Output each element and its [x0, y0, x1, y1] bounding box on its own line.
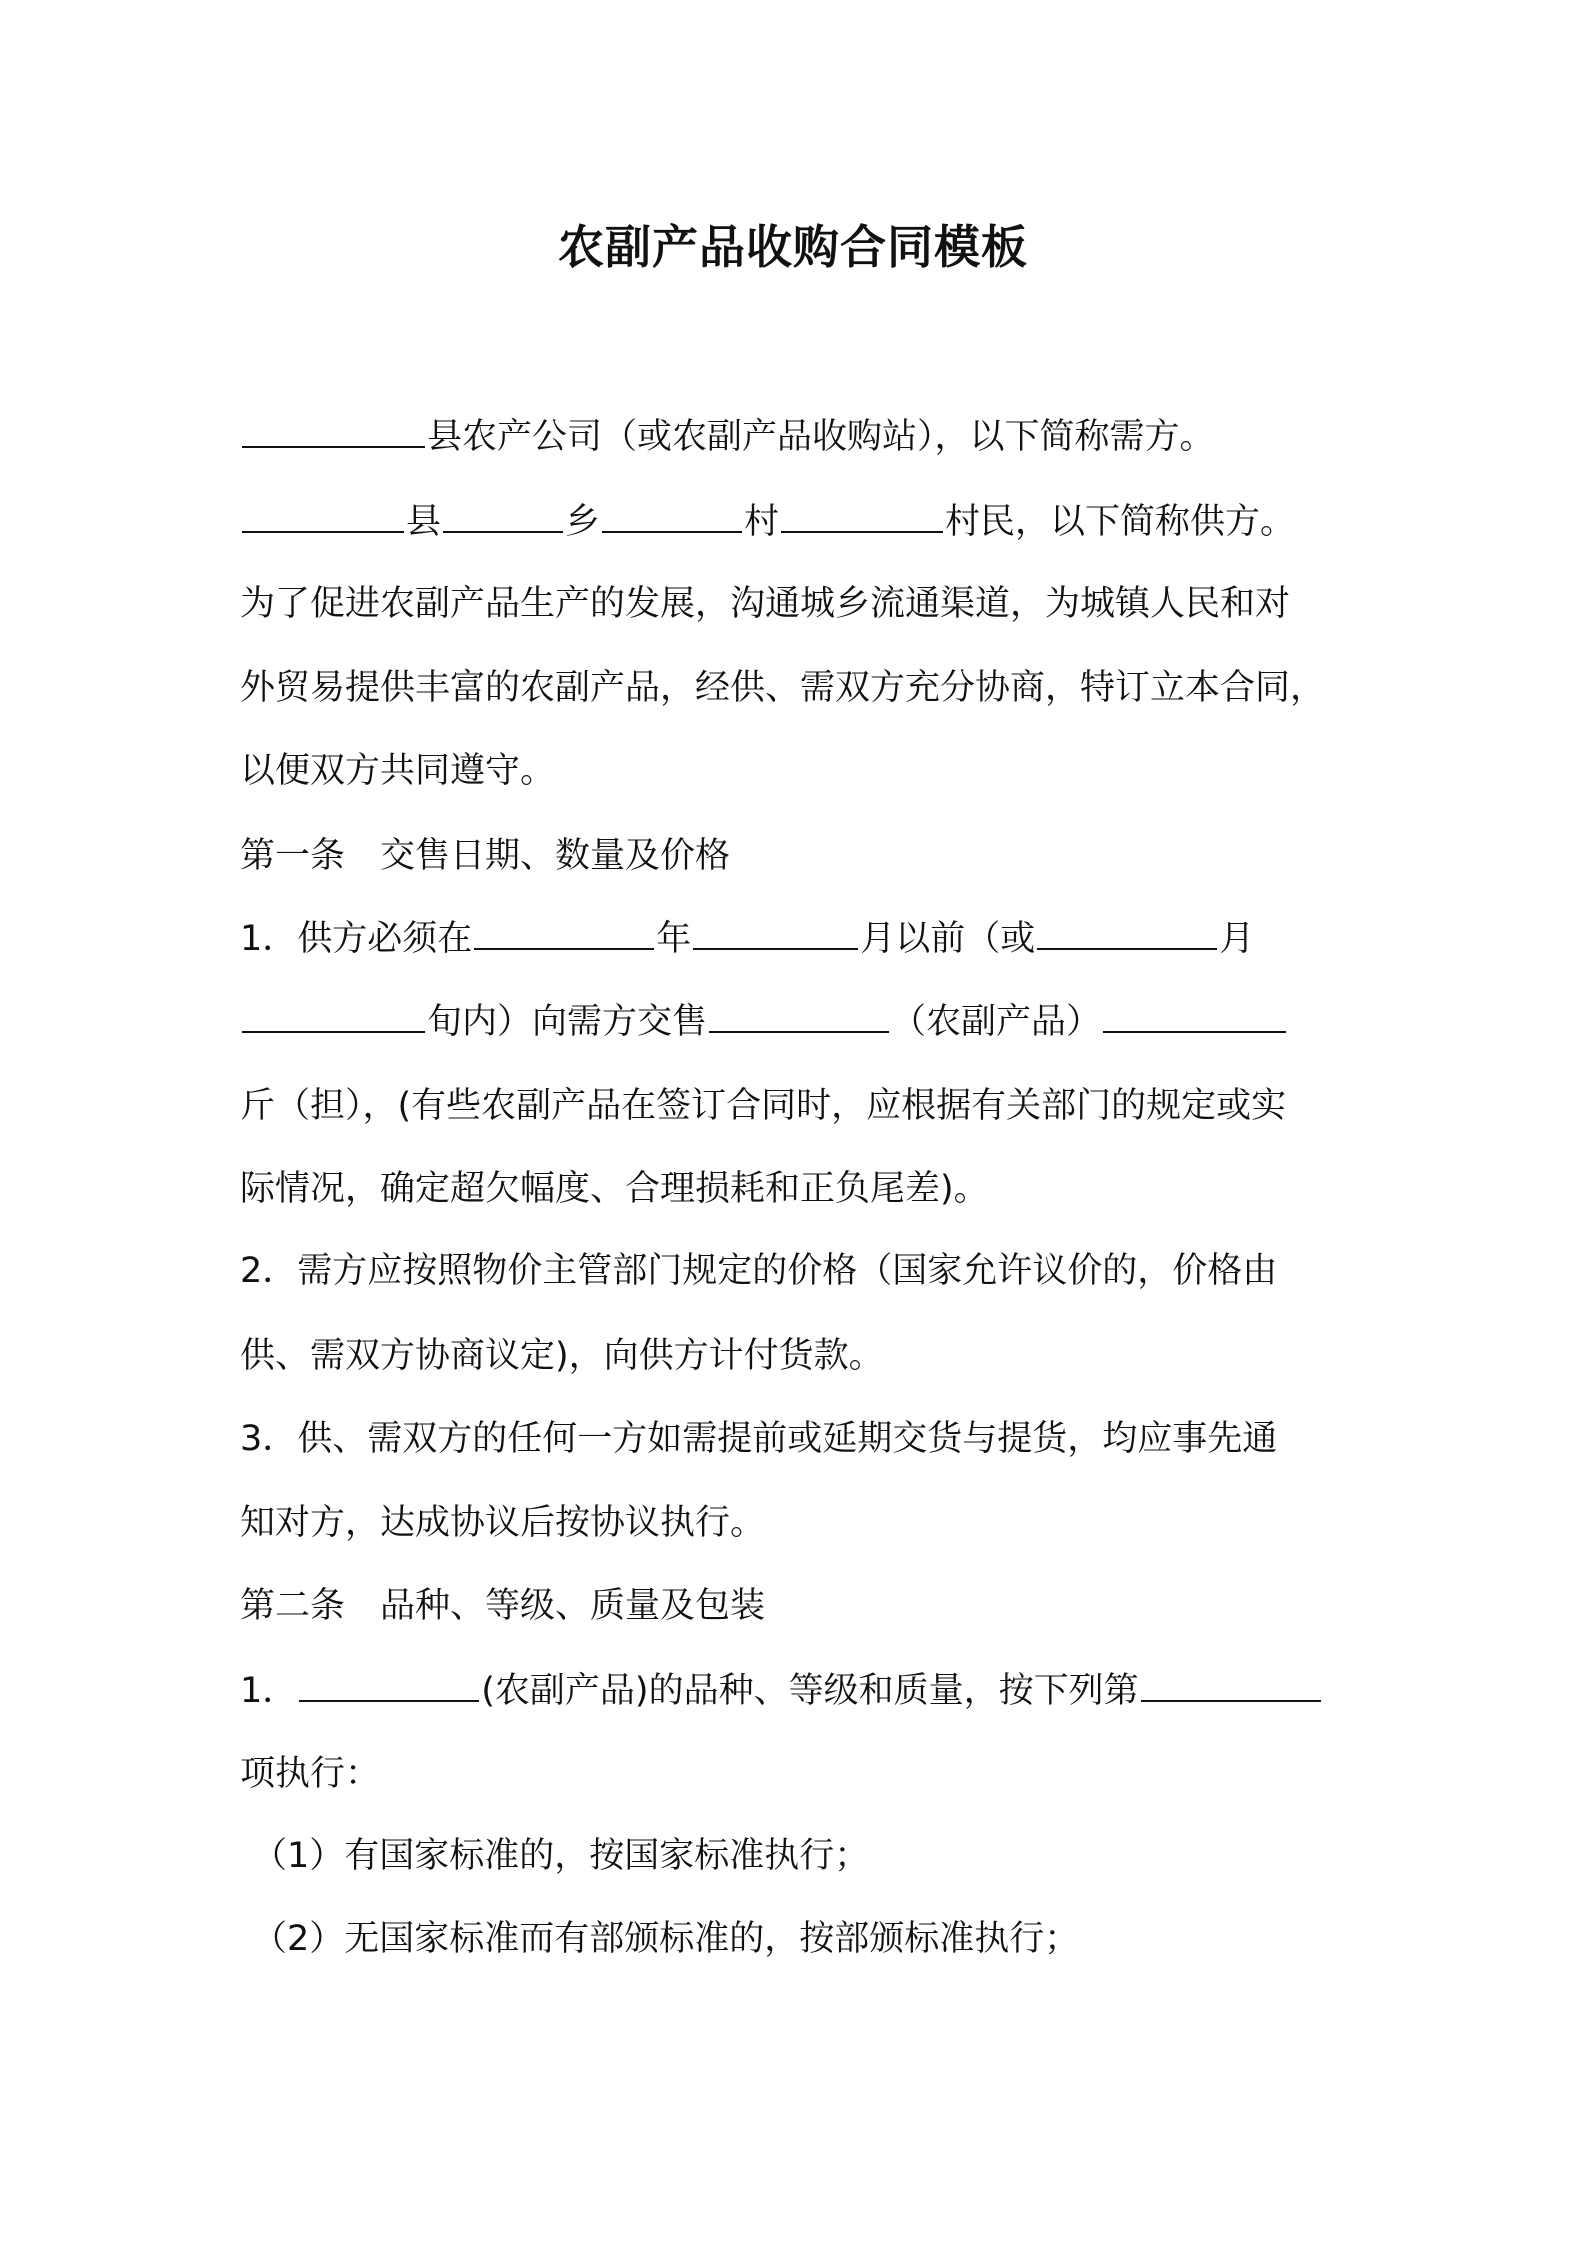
- line-text: 3．供、需双方的任何一方如需提前或延期交货与提货，均应事先通: [240, 1419, 1278, 1459]
- line-text: 县农产公司（或农副产品收购站），以下简称需方。: [427, 417, 1215, 457]
- line-text: 第二条 品种、等级、质量及包装: [240, 1586, 766, 1626]
- text-line: [240, 578, 1360, 630]
- line-text: 月以前（或: [860, 919, 1036, 959]
- text-line: [240, 745, 1360, 797]
- text-line: [240, 830, 1360, 882]
- text-line: [240, 1748, 1360, 1800]
- line-text: 为了促进农副产品生产的发展，沟通城乡流通渠道，为城镇人民和对: [240, 584, 1291, 624]
- text-line: [240, 995, 1360, 1048]
- fill-in-blank[interactable]: [474, 912, 654, 950]
- line-text: 年: [656, 919, 692, 959]
- line-text: 月: [1219, 919, 1255, 959]
- line-text: 知对方，达成协议后按协议执行。: [240, 1503, 766, 1543]
- line-text: 1．供方必须在: [240, 919, 473, 959]
- line-text: 旬内）向需方交售: [427, 1002, 708, 1042]
- text-line: [240, 1580, 1360, 1632]
- line-text: 村民，以下简称供方。: [945, 502, 1296, 542]
- text-line: [240, 1413, 1360, 1465]
- line-text: （2）无国家标准而有部颁标准的，按部颁标准执行；: [252, 1919, 1080, 1959]
- fill-in-blank[interactable]: [242, 495, 404, 533]
- text-line: [240, 1080, 1360, 1132]
- text-line: [240, 1245, 1360, 1297]
- fill-in-blank[interactable]: [242, 995, 425, 1033]
- fill-in-blank[interactable]: [1141, 1664, 1321, 1702]
- text-line: [240, 410, 1360, 463]
- fill-in-blank[interactable]: [602, 495, 742, 533]
- line-text: 项执行：: [240, 1754, 381, 1794]
- text-line: [252, 1913, 1372, 1965]
- line-text: 2．需方应按照物价主管部门规定的价格（国家允许议价的，价格由: [240, 1251, 1278, 1291]
- line-text: 斤（担），(有些农副产品在签订合同时，应根据有关部门的规定或实: [240, 1086, 1287, 1126]
- line-text: 1．: [240, 1671, 298, 1711]
- line-text: 供、需双方协商议定)，向供方计付货款。: [240, 1336, 884, 1376]
- fill-in-blank[interactable]: [299, 1664, 479, 1702]
- line-text: 县: [406, 502, 442, 542]
- fill-in-blank[interactable]: [1037, 912, 1217, 950]
- fill-in-blank[interactable]: [709, 995, 889, 1033]
- line-text: （农副产品）: [891, 1002, 1102, 1042]
- line-text: 以便双方共同遵守。: [240, 751, 556, 791]
- page-title: 农副产品收购合同模板: [558, 220, 1028, 274]
- line-text: 村: [744, 502, 780, 542]
- text-line: [240, 662, 1360, 714]
- text-line: [240, 1163, 1360, 1215]
- text-line: [252, 1830, 1372, 1882]
- fill-in-blank[interactable]: [242, 410, 425, 448]
- text-line: [240, 1664, 1360, 1717]
- fill-in-blank[interactable]: [693, 912, 858, 950]
- text-line: [240, 495, 1360, 548]
- line-text: (农副产品)的品种、等级和质量，按下列第: [481, 1671, 1139, 1711]
- text-line: [240, 1330, 1360, 1382]
- line-text: 第一条 交售日期、数量及价格: [240, 836, 731, 876]
- line-text: 乡: [565, 502, 601, 542]
- text-line: [240, 912, 1360, 965]
- line-text: 外贸易提供丰富的农副产品，经供、需双方充分协商，特订立本合同，: [240, 668, 1326, 708]
- line-text: （1）有国家标准的，按国家标准执行；: [252, 1836, 870, 1876]
- fill-in-blank[interactable]: [443, 495, 563, 533]
- fill-in-blank[interactable]: [781, 495, 943, 533]
- line-text: 际情况，确定超欠幅度、合理损耗和正负尾差)。: [240, 1169, 989, 1209]
- fill-in-blank[interactable]: [1103, 995, 1286, 1033]
- text-line: [240, 1497, 1360, 1549]
